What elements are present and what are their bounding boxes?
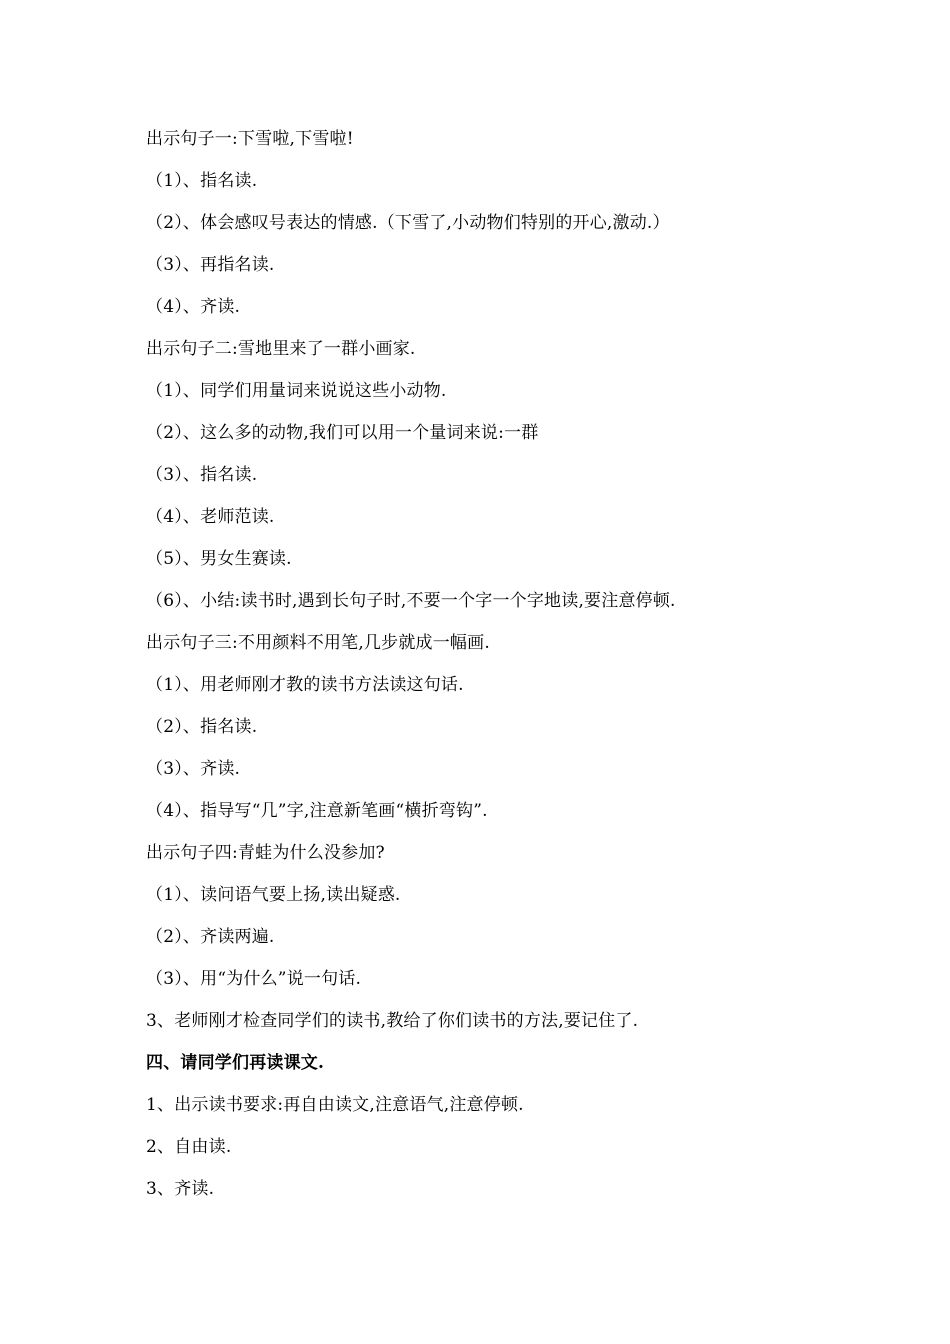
paragraph-step: （2）、体会感叹号表达的情感.（下雪了,小动物们特别的开心,激动.） (146, 213, 670, 233)
paragraph-step: （2）、这么多的动物,我们可以用一个量词来说:一群 (146, 423, 539, 443)
paragraph-step: （1）、读问语气要上扬,读出疑惑. (146, 885, 401, 905)
paragraph-step: （3）、齐读. (146, 759, 241, 779)
paragraph-sentence-1-title: 出示句子一:下雪啦,下雪啦! (146, 129, 354, 149)
document-page (146, 126, 866, 1218)
paragraph-step: （6）、小结:读书时,遇到长句子时,不要一个字一个字地读,要注意停顿. (146, 591, 676, 611)
paragraph-step: （5）、男女生赛读. (146, 549, 292, 569)
paragraph-step: （3）、指名读. (146, 465, 258, 485)
paragraph-step: （3）、再指名读. (146, 255, 275, 275)
paragraph-step: （1）、同学们用量词来说说这些小动物. (146, 381, 447, 401)
paragraph-step: （2）、齐读两遍. (146, 927, 275, 947)
paragraph-sentence-2-title: 出示句子二:雪地里来了一群小画家. (146, 339, 416, 359)
paragraph-step: （1）、用老师刚才教的读书方法读这句话. (146, 675, 464, 695)
paragraph-step: （2）、指名读. (146, 717, 258, 737)
paragraph-step: （1）、指名读. (146, 171, 258, 191)
paragraph-step: （4）、齐读. (146, 297, 241, 317)
paragraph-sentence-3-title: 出示句子三:不用颜料不用笔,几步就成一幅画. (146, 633, 490, 653)
paragraph-step: 3、齐读. (146, 1179, 215, 1199)
paragraph-step: （4）、指导写“几”字,注意新笔画“横折弯钩”. (146, 801, 488, 821)
paragraph-step: （3）、用“为什么”说一句话. (146, 969, 362, 989)
paragraph-step: 1、出示读书要求:再自由读文,注意语气,注意停顿. (146, 1095, 524, 1115)
section-heading: 四、请同学们再读课文. (146, 1053, 325, 1073)
paragraph-step: 2、自由读. (146, 1137, 232, 1157)
paragraph-sentence-4-title: 出示句子四:青蛙为什么没参加? (146, 843, 385, 863)
paragraph-step: （4）、老师范读. (146, 507, 275, 527)
paragraph-summary: 3、老师刚才检查同学们的读书,教给了你们读书的方法,要记住了. (146, 1011, 639, 1031)
